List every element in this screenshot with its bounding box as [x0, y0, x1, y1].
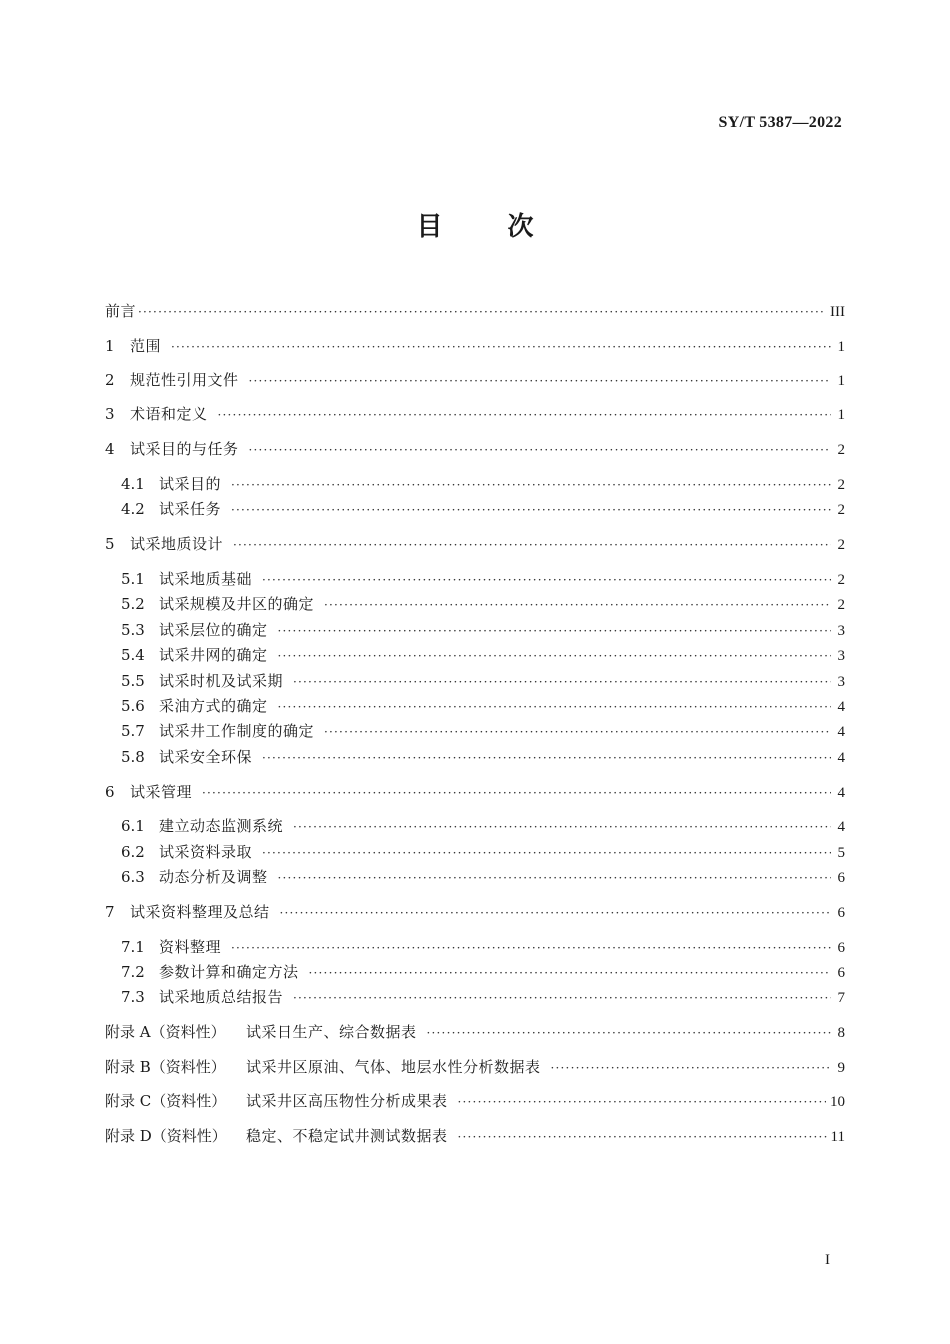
toc-subentry[interactable]: [121, 936, 845, 958]
toc-entry-page: 6: [837, 870, 845, 886]
toc-entry-number: 4.1: [121, 475, 145, 493]
toc-leader-dots: [427, 1022, 831, 1044]
toc-entry-number: 1: [105, 337, 115, 355]
toc-entry-label: 试采地质设计: [130, 535, 224, 553]
toc-title-char-1: 目: [416, 212, 443, 242]
toc-entry-label: 试采资料整理及总结: [130, 903, 270, 921]
toc-entry-number: 6.2: [121, 843, 145, 861]
toc-entry[interactable]: [105, 533, 845, 555]
toc-entry-page: 2: [837, 502, 845, 518]
toc-leader-dots: [458, 1126, 827, 1148]
toc-appendix-number: 附录 A（资料性）: [105, 1023, 226, 1041]
toc-entry-number: 5.4: [121, 646, 145, 664]
toc-entry-page: 1: [837, 407, 845, 423]
toc-entry[interactable]: [105, 901, 845, 923]
toc-leader-dots: [249, 370, 831, 392]
toc-leader-dots: [278, 645, 831, 667]
toc-appendix-number: 附录 B（资料性）: [105, 1058, 226, 1076]
toc-entry-page: 8: [837, 1025, 845, 1041]
toc-leader-dots: [293, 987, 831, 1009]
toc-entry-page: 7: [837, 990, 845, 1006]
toc-subentry[interactable]: [121, 961, 845, 983]
toc-leader-dots: [278, 867, 831, 889]
toc-entry-page: 5: [837, 845, 845, 861]
toc-subentry[interactable]: [121, 695, 845, 717]
toc-entry-label: 采油方式的确定: [159, 697, 268, 715]
toc-subentry[interactable]: [121, 473, 845, 495]
toc-entry-label: 试采时机及试采期: [159, 672, 284, 690]
toc-subentry[interactable]: [121, 593, 845, 615]
toc-leader-dots: [278, 620, 831, 642]
toc-entry[interactable]: [105, 781, 845, 803]
toc-appendix-number: 附录 C（资料性）: [105, 1092, 227, 1110]
toc-leader-dots: [293, 816, 831, 838]
toc-appendix-entry[interactable]: [105, 1090, 845, 1112]
toc-leader-dots: [458, 1091, 826, 1113]
toc-leader-dots: [262, 842, 831, 864]
toc-subentry[interactable]: [121, 644, 845, 666]
toc-entry-label: 试采地质总结报告: [159, 988, 284, 1006]
toc-leader-dots: [262, 569, 831, 591]
toc-title: [0, 206, 950, 243]
toc-entry-label: 术语和定义: [130, 405, 208, 423]
toc-subentry[interactable]: [121, 815, 845, 837]
toc-entry-foreword[interactable]: [105, 300, 845, 322]
toc-entry-page: 4: [837, 750, 845, 766]
toc-entry-number: 5.6: [121, 697, 145, 715]
toc-leader-dots: [138, 301, 826, 323]
toc-leader-dots: [309, 962, 831, 984]
toc-entry-number: 7.2: [121, 963, 145, 981]
toc-entry-number: 4: [105, 440, 115, 458]
toc-leader-dots: [218, 404, 831, 426]
toc-entry-page: 1: [837, 339, 845, 355]
toc-entry-number: 5.7: [121, 722, 145, 740]
toc-entry-number: 5.8: [121, 748, 145, 766]
toc-entry-number: 7.3: [121, 988, 145, 1006]
toc-leader-dots: [231, 499, 831, 521]
toc-entry-number: 5: [105, 535, 115, 553]
toc-entry-page: 6: [837, 905, 845, 921]
toc-title-char-2: 次: [507, 212, 534, 242]
toc-entry-number: 5.5: [121, 672, 145, 690]
toc-entry-number: 5.2: [121, 595, 145, 613]
toc-subentry[interactable]: [121, 498, 845, 520]
toc-entry[interactable]: [105, 369, 845, 391]
toc-entry-number: 5.3: [121, 621, 145, 639]
toc-entry-page: 4: [837, 785, 845, 801]
toc-entry-page: III: [830, 304, 845, 320]
toc-subentry[interactable]: [121, 670, 845, 692]
toc-entry-page: 4: [837, 819, 845, 835]
toc-entry-number: 2: [105, 371, 115, 389]
toc-entry-label: 建立动态监测系统: [159, 817, 284, 835]
toc-appendix-entry[interactable]: [105, 1056, 845, 1078]
toc-entry-label: 试采地质基础: [159, 570, 253, 588]
toc-entry-label: 试采目的: [159, 475, 222, 493]
standard-code: SY/T 5387—2022: [718, 114, 842, 131]
toc-entry-label: 试采安全环保: [159, 748, 253, 766]
toc-leader-dots: [233, 534, 831, 556]
toc-entry-number: 4.2: [121, 500, 145, 518]
toc-entry-page: 11: [830, 1129, 845, 1145]
toc-entry-number: 6: [105, 783, 115, 801]
toc-entry-label: 试采井区原油、气体、地层水性分析数据表: [246, 1058, 541, 1076]
toc-entry-page: 2: [837, 572, 845, 588]
toc-entry-number: 6.1: [121, 817, 145, 835]
toc-entry-number: 6.3: [121, 868, 145, 886]
toc-leader-dots: [171, 336, 831, 358]
toc-entry-label: 试采井网的确定: [159, 646, 268, 664]
toc-entry-label: 范围: [130, 337, 162, 355]
toc-entry-page: 2: [837, 537, 845, 553]
toc-entry-page: 3: [837, 648, 845, 664]
toc-entry-page: 2: [837, 442, 845, 458]
toc-entry-label: 试采井工作制度的确定: [159, 722, 315, 740]
toc-leader-dots: [324, 594, 831, 616]
page-number: I: [825, 1252, 830, 1268]
toc-subentry[interactable]: [121, 841, 845, 863]
toc-entry-number: 3: [105, 405, 115, 423]
toc-entry-number: 5.1: [121, 570, 145, 588]
toc-entry-page: 1: [837, 373, 845, 389]
toc-entry-page: 4: [837, 699, 845, 715]
toc-entry-label: 动态分析及调整: [159, 868, 268, 886]
toc-entry-label: 前言: [105, 302, 137, 320]
toc-entry-page: 3: [837, 674, 845, 690]
toc-entry-label: 资料整理: [159, 938, 222, 956]
toc-entry-label: 规范性引用文件: [130, 371, 239, 389]
toc-entry-page: 2: [837, 477, 845, 493]
toc-leader-dots: [278, 696, 831, 718]
toc-leader-dots: [202, 782, 831, 804]
toc-entry-label: 试采井区高压物性分析成果表: [246, 1092, 448, 1110]
toc-entry-label: 稳定、不稳定试井测试数据表: [246, 1127, 448, 1145]
toc-entry-page: 4: [837, 724, 845, 740]
toc-entry-page: 6: [837, 940, 845, 956]
toc-leader-dots: [293, 671, 831, 693]
toc-entry-label: 试采目的与任务: [130, 440, 239, 458]
toc-entry-page: 3: [837, 623, 845, 639]
toc-entry-label: 试采资料录取: [159, 843, 253, 861]
toc-entry[interactable]: [105, 438, 845, 460]
toc-subentry[interactable]: [121, 568, 845, 590]
toc-leader-dots: [231, 937, 831, 959]
toc-entry-page: 2: [837, 597, 845, 613]
toc-entry-label: 试采日生产、综合数据表: [246, 1023, 417, 1041]
toc-subentry[interactable]: [121, 619, 845, 641]
toc-entry-number: 7: [105, 903, 115, 921]
toc-entry-label: 参数计算和确定方法: [159, 963, 299, 981]
toc-leader-dots: [262, 747, 831, 769]
toc-leader-dots: [231, 474, 831, 496]
toc-entry-page: 10: [830, 1094, 845, 1110]
toc-entry-number: 7.1: [121, 938, 145, 956]
toc-entry-page: 9: [837, 1060, 845, 1076]
toc-leader-dots: [551, 1057, 831, 1079]
toc-subentry[interactable]: [121, 720, 845, 742]
toc-leader-dots: [280, 902, 831, 924]
toc-entry-label: 试采规模及井区的确定: [159, 595, 315, 613]
toc-appendix-entry[interactable]: [105, 1021, 845, 1043]
toc-entry-label: 试采任务: [159, 500, 222, 518]
toc-entry-page: 6: [837, 965, 845, 981]
toc-leader-dots: [249, 439, 831, 461]
toc-entry-label: 试采管理: [130, 783, 193, 801]
toc-subentry[interactable]: [121, 746, 845, 768]
toc-subentry[interactable]: [121, 866, 845, 888]
toc-entry[interactable]: [105, 403, 845, 425]
toc-appendix-entry[interactable]: [105, 1125, 845, 1147]
toc-leader-dots: [324, 721, 831, 743]
toc-entry-label: 试采层位的确定: [159, 621, 268, 639]
toc-subentry[interactable]: [121, 986, 845, 1008]
toc-entry[interactable]: [105, 335, 845, 357]
toc-appendix-number: 附录 D（资料性）: [105, 1127, 227, 1145]
